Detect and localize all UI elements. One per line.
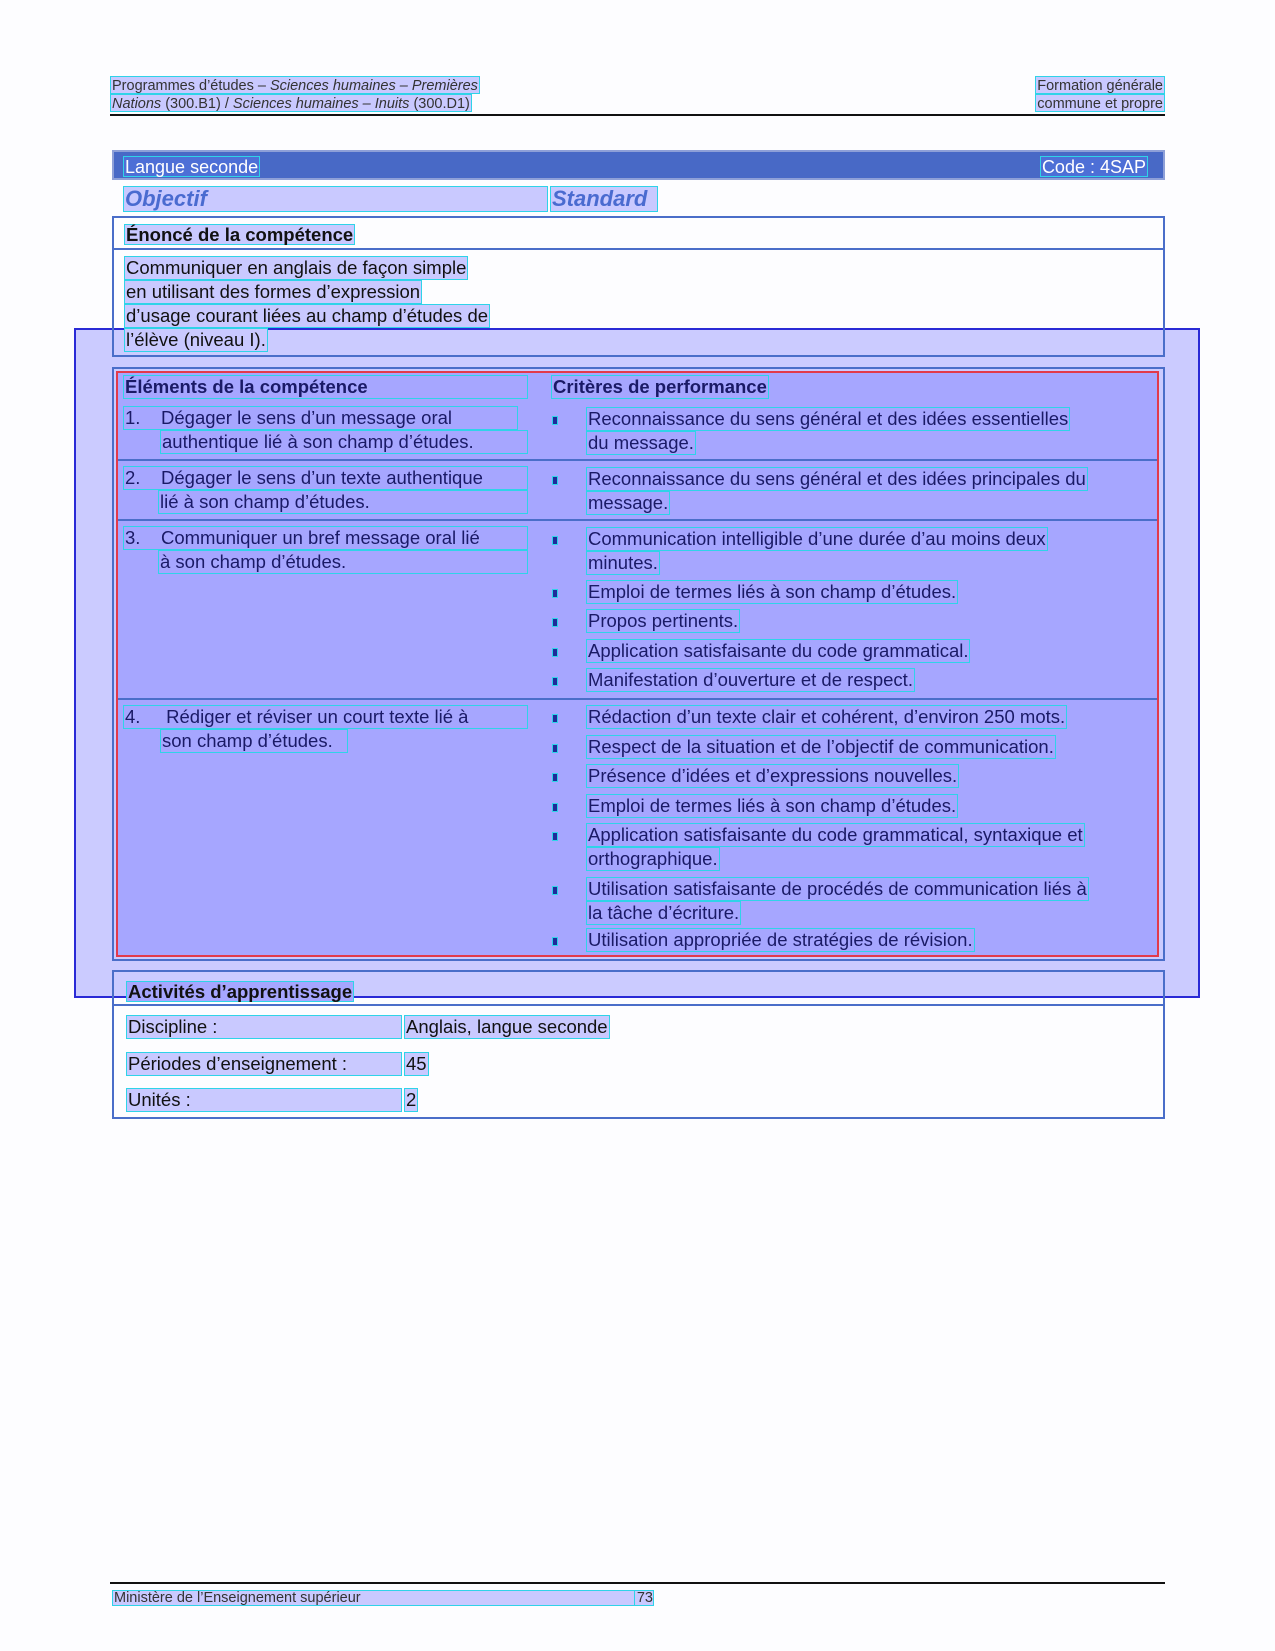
unites-label: Unités : [126, 1088, 402, 1112]
criterion-item: Utilisation appropriée de stratégies de révision. [588, 929, 973, 950]
page-footer [110, 1582, 1165, 1606]
element-item-cont: authentique lié à son champ d’études. [160, 430, 528, 454]
discipline-label: Discipline : [126, 1015, 402, 1039]
course-code: Code : 4SAP [1041, 157, 1146, 177]
col-elements-header: Éléments de la compétence [123, 375, 528, 399]
criterion-item: Propos pertinents. [588, 610, 739, 631]
bullet-icon [552, 714, 558, 723]
page-number: 73 [634, 1590, 654, 1606]
col-criteria-header: Critères de performance [553, 376, 767, 397]
criterion-item: Application satisfaisante du code grammatical. [588, 640, 969, 661]
objective-label: Objectif [123, 186, 548, 212]
header-program-line2: Nations (300.B1) / Sciences humaines – Inuits (300.D1) [112, 96, 470, 112]
criterion-item-cont: minutes. [588, 552, 658, 573]
criterion-item: Utilisation satisfaisante de procédés de communication liés à [588, 878, 1087, 899]
page-header [110, 76, 1165, 116]
enonce-title: Énoncé de la compétence [126, 224, 354, 245]
bullet-icon [552, 886, 558, 895]
bullet-icon [552, 803, 558, 812]
header-program-line1: Programmes d’études – Sciences humaines – Premières [112, 78, 478, 94]
bullet-icon [552, 648, 558, 657]
criterion-item-cont: orthographique. [588, 848, 718, 869]
unites-value: 2 [406, 1089, 417, 1110]
bullet-icon [552, 536, 558, 545]
enonce-line: l’élève (niveau I). [126, 329, 266, 350]
criterion-item: Rédaction d’un texte clair et cohérent, d’environ 250 mots. [588, 706, 1066, 727]
bullet-icon [552, 677, 558, 686]
element-item: 3. Communiquer un bref message oral lié [123, 526, 528, 550]
activites-box [112, 970, 1165, 1119]
periodes-label: Périodes d’enseignement : [126, 1052, 402, 1076]
bullet-icon [552, 773, 558, 782]
enonce-box [112, 216, 1165, 357]
criterion-item: Application satisfaisante du code grammatical, syntaxique et [588, 824, 1083, 845]
competence-table [116, 371, 1159, 957]
standard-label: Standard [550, 186, 658, 212]
header-formation-line2: commune et propre [1037, 96, 1163, 112]
element-item-cont: à son champ d’études. [158, 550, 528, 574]
course-title-bar [112, 150, 1165, 180]
bullet-icon [552, 618, 558, 627]
criterion-item: Respect de la situation et de l’objectif de communication. [588, 736, 1054, 757]
enonce-line: en utilisant des formes d’expression [126, 281, 421, 302]
activites-title: Activités d’apprentissage [128, 981, 353, 1002]
criterion-item: Emploi de termes liés à son champ d’études. [588, 581, 957, 602]
criterion-item-cont: du message. [588, 432, 694, 453]
element-item: 4. Rédiger et réviser un court texte lié à [123, 705, 528, 729]
bullet-icon [552, 832, 558, 841]
header-formation-line1: Formation générale [1037, 78, 1163, 94]
criterion-item: Emploi de termes liés à son champ d’études. [588, 795, 957, 816]
criterion-item: Manifestation d’ouverture et de respect. [588, 669, 913, 690]
enonce-line: Communiquer en anglais de façon simple [126, 257, 467, 278]
enonce-line: d’usage courant liées au champ d’études de [126, 305, 489, 326]
bullet-icon [552, 476, 558, 485]
criterion-item-cont: la tâche d’écriture. [588, 902, 740, 923]
element-item: 1. Dégager le sens d’un message oral [123, 406, 518, 430]
periodes-value: 45 [406, 1053, 427, 1074]
element-item: 2. Dégager le sens d’un texte authentique [123, 466, 528, 490]
element-item-cont: son champ d’études. [160, 729, 348, 753]
bullet-icon [552, 416, 558, 425]
element-item-cont: lié à son champ d’études. [158, 490, 528, 514]
bullet-icon [552, 937, 558, 946]
discipline-value: Anglais, langue seconde [406, 1016, 608, 1037]
course-title: Langue seconde [125, 157, 259, 177]
criterion-item: Présence d’idées et d’expressions nouvelles. [588, 765, 958, 786]
criterion-item: Communication intelligible d’une durée d’au moins deux [588, 528, 1046, 549]
bullet-icon [552, 744, 558, 753]
bullet-icon [552, 589, 558, 598]
footer-ministry: Ministère de l’Enseignement supérieur [112, 1590, 644, 1606]
criterion-item: Reconnaissance du sens général et des idées essentielles [588, 408, 1069, 429]
criterion-item: Reconnaissance du sens général et des idées principales du [588, 468, 1086, 489]
criterion-item-cont: message. [588, 492, 669, 513]
